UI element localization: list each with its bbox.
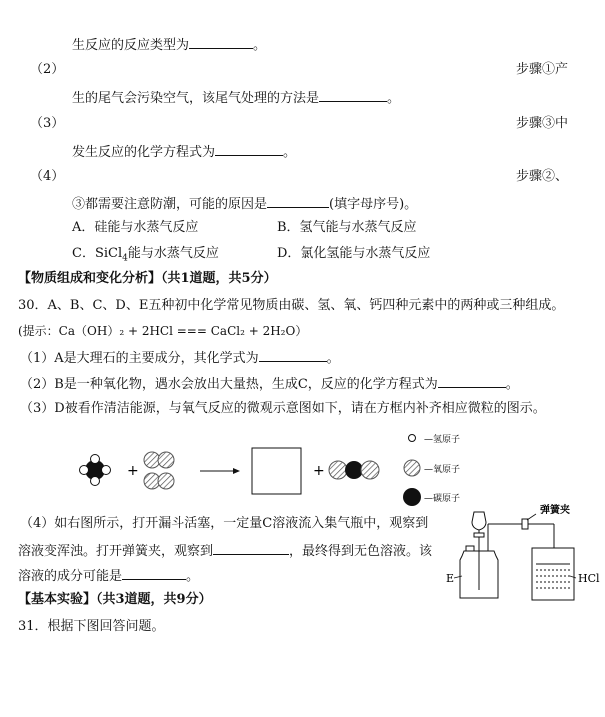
legend-carbon-label: —碳原子 <box>424 494 461 504</box>
legend-oxygen-label: —氧原子 <box>424 465 461 475</box>
q30-part2: （2）B是一种氧化物，遇水会放出大量热，生成C，反应的化学方程式为 。 <box>20 374 519 394</box>
q-prev-item4-right: 步骤②、 <box>516 169 569 184</box>
legend-hydrogen-label: —氢原子 <box>424 435 461 445</box>
q-prev-line4: ③都需要注意防潮，可能的原因是 (填字母序号)。 <box>72 194 417 214</box>
q-prev-item2-num: （2） <box>30 62 65 77</box>
q30-hint: (提示：Ca（OH）₂ + 2HCl === CaCl₂ + 2H₂O） <box>18 324 308 338</box>
q30-part3: （3）D被看作清洁能源，与氧气反应的微观示意图如下，请在方框内补齐相应微粒的图示。 <box>20 401 546 416</box>
option-b: B．氢气能与水蒸气反应 <box>277 220 417 235</box>
section-title-composition: 【物质组成和变化分析】（共1道题，共5分） <box>18 271 277 286</box>
q30-part4-line1: （4）如右图所示，打开漏斗活塞，一定量C溶液流入集气瓶中，观察到 <box>20 516 429 531</box>
beaker <box>532 548 574 600</box>
legend-carbon-icon <box>403 488 421 506</box>
carbon-dioxide-molecule <box>329 461 379 479</box>
methane-molecule <box>80 455 111 486</box>
q-prev-item3-right: 步骤③中 <box>516 116 569 131</box>
plus-sign-1: + <box>127 463 139 479</box>
legend-oxygen-icon <box>404 460 420 476</box>
option-a: A．硅能与水蒸气反应 <box>72 220 199 235</box>
q-prev-line3: 发生反应的化学方程式为 。 <box>72 142 296 162</box>
legend <box>403 433 460 506</box>
answer-box <box>252 448 301 494</box>
hcl-label: HCl <box>578 572 600 585</box>
q-prev-item3-num: （3） <box>30 116 65 131</box>
q31-stem: 31．根据下图回答问题。 <box>18 619 165 634</box>
q30-stem: 30．A、B、C、D、E五种初中化学常见物质由碳、氢、氧、钙四种元素中的两种或三种组成。 <box>18 298 565 313</box>
section-title-basic-experiments: 【基本实验】（共3道题，共9分） <box>18 592 212 607</box>
q-prev-line1: 生反应的反应类型为 。 <box>72 35 266 55</box>
legend-hydrogen-icon <box>409 435 416 442</box>
apparatus-diagram <box>442 500 602 605</box>
option-d: D．氯化氢能与水蒸气反应 <box>277 246 431 261</box>
clamp-label: 弹簧夹 <box>540 505 570 516</box>
bottle-e-label: E <box>446 572 455 585</box>
option-c: C．SiCl$_4$能与水蒸气反应 <box>72 246 219 264</box>
plus-sign-2: + <box>313 463 325 479</box>
q30-part1: （1）A是大理石的主要成分，其化学式为 。 <box>20 348 340 368</box>
q30-part4-line3: 溶液的成分可能是 。 <box>18 566 199 586</box>
oxygen-molecules <box>144 452 174 489</box>
q-prev-line2: 生的尾气会污染空气，该尾气处理的方法是 。 <box>72 88 400 108</box>
q-prev-item2-right: 步骤①产 <box>516 62 569 77</box>
reaction-arrow <box>200 468 240 474</box>
q-prev-item4-num: （4） <box>30 169 65 184</box>
q30-part4-line2: 溶液变浑浊。打开弹簧夹，观察到 ，最终得到无色溶液。该 <box>18 541 432 561</box>
